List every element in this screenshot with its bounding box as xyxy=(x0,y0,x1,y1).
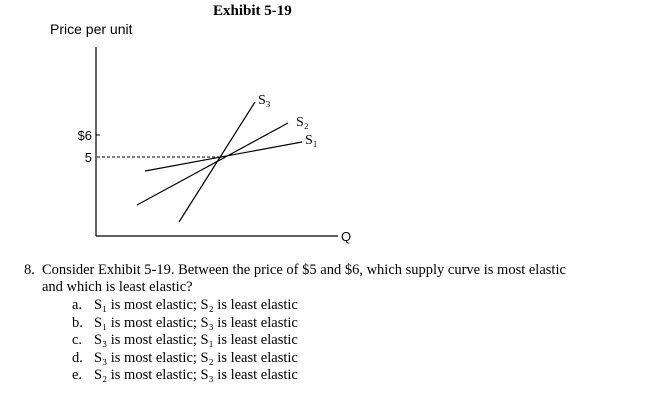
option-a[interactable] xyxy=(72,297,298,315)
supply-curve-s2 xyxy=(137,123,288,205)
question xyxy=(24,262,644,296)
option-text: S₂ is most elastic; S₃ is least elastic xyxy=(94,367,298,384)
x-axis-label: Q xyxy=(341,229,352,244)
option-letter: b. xyxy=(72,314,83,331)
curve-label-s1: S₁ xyxy=(305,133,318,148)
option-letter: a. xyxy=(72,297,83,313)
option-letter: c. xyxy=(72,332,83,349)
option-text: S₃ is most elastic; S₂ is least elastic xyxy=(94,349,298,366)
curve-label-s2: S₂ xyxy=(296,115,309,130)
option-letter: e. xyxy=(72,367,83,384)
option-text: S₁ is most elastic; S₃ is least elastic xyxy=(94,314,298,331)
answer-options xyxy=(72,297,298,385)
price-5-label: 5 xyxy=(84,150,92,165)
question-number: 8. xyxy=(24,262,35,278)
question-text-line1: Consider Exhibit 5-19. Between the price of $5 and $6, which supply curve is most elastic xyxy=(42,262,566,278)
y-axis-label: Price per unit xyxy=(50,21,133,37)
price-6-label: $6 xyxy=(77,128,92,143)
option-letter: d. xyxy=(72,349,83,366)
curve-label-s3: S₃ xyxy=(258,93,271,108)
option-b[interactable] xyxy=(72,315,298,333)
exhibit-title: Exhibit 5-19 xyxy=(213,3,292,19)
option-c[interactable] xyxy=(72,332,298,350)
option-d[interactable] xyxy=(72,350,298,368)
option-text: S₃ is most elastic; S₁ is least elastic xyxy=(94,332,298,349)
question-text-line2: and which is least elastic? xyxy=(42,279,193,295)
option-text: S₁ is most elastic; S₂ is least elastic xyxy=(94,297,298,313)
option-e[interactable] xyxy=(72,367,298,385)
